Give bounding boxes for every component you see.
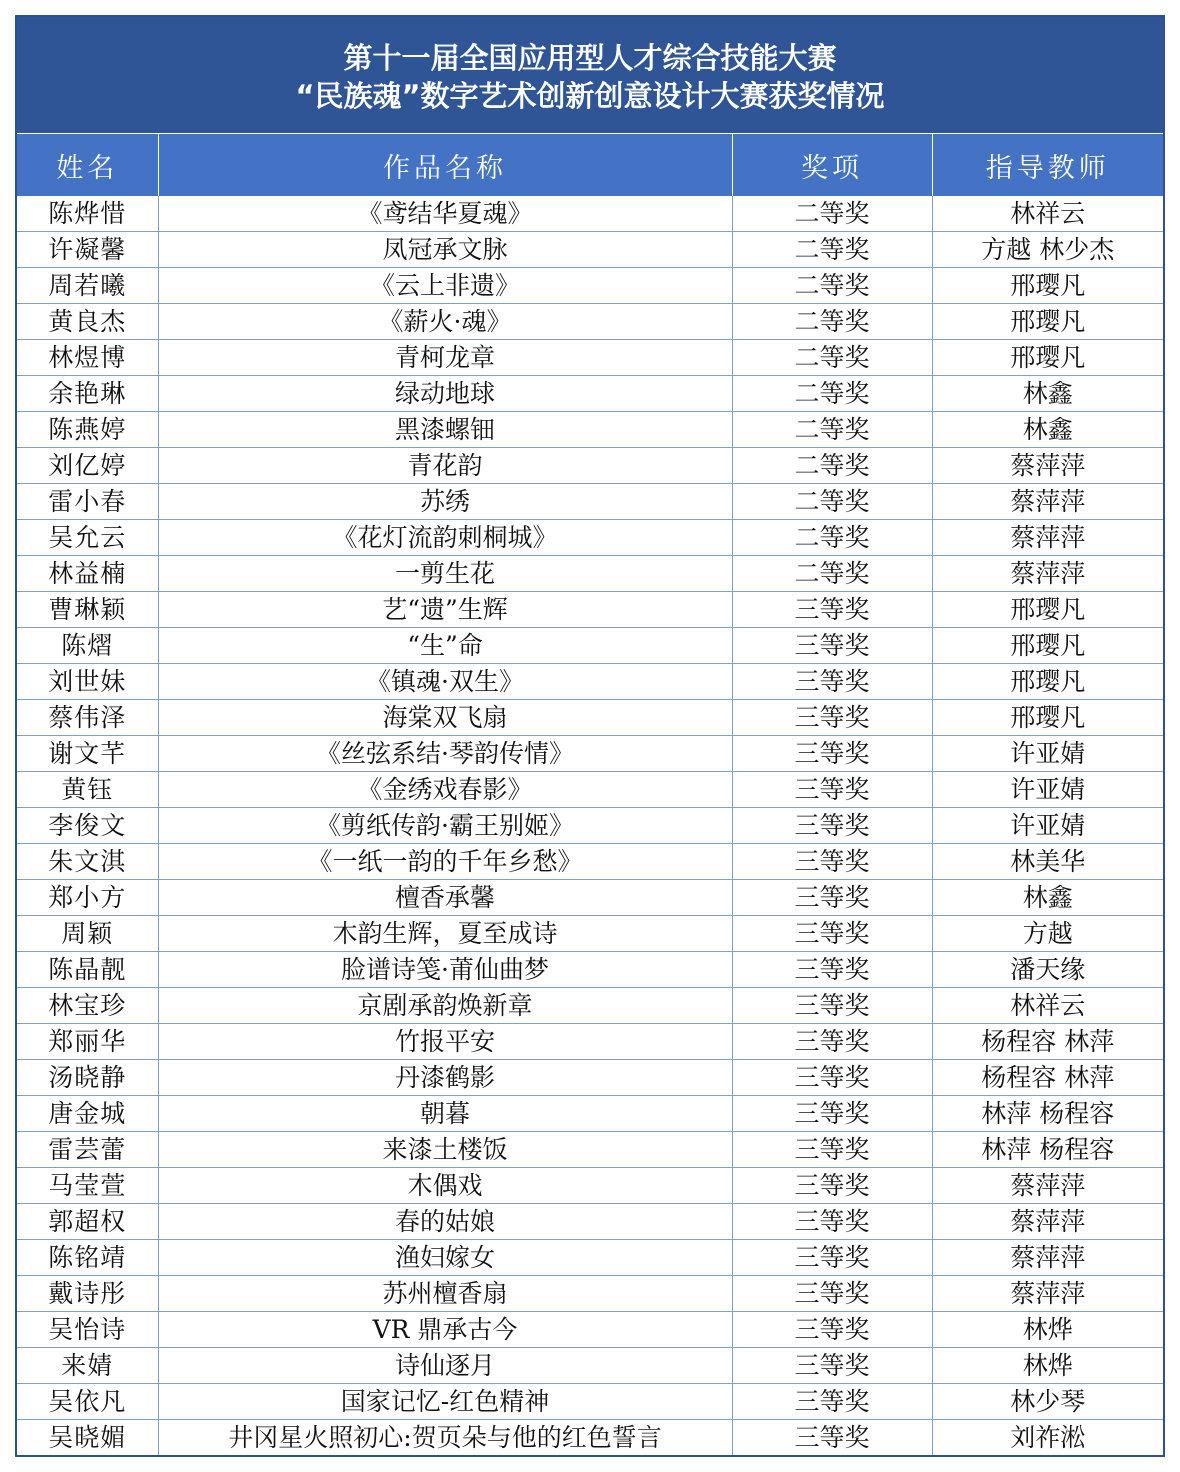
cell-award: 二等奖 [732,412,932,448]
cell-award: 三等奖 [732,1312,932,1348]
table-row [17,556,1163,592]
cell-work-title: 绿动地球 [158,376,732,412]
cell-name: 陈晶靓 [17,952,158,988]
cell-award: 三等奖 [732,1276,932,1312]
cell-name: 雷芸蕾 [17,1132,158,1168]
cell-work-title: 《花灯流韵刺桐城》 [158,520,732,556]
cell-work-title: 《丝弦系结·琴韵传情》 [158,736,732,772]
cell-award: 二等奖 [732,268,932,304]
cell-award: 三等奖 [732,916,932,952]
cell-name: 汤晓静 [17,1060,158,1096]
cell-award: 三等奖 [732,736,932,772]
cell-award: 三等奖 [732,1204,932,1240]
cell-award: 三等奖 [732,1348,932,1384]
cell-work-title: 苏绣 [158,484,732,520]
cell-award: 三等奖 [732,628,932,664]
cell-teacher: 蔡萍萍 [932,1240,1163,1276]
table-row [17,1168,1163,1204]
table-body [17,196,1163,1455]
table-row [17,916,1163,952]
table-row [17,1024,1163,1060]
cell-award: 二等奖 [732,304,932,340]
table-row [17,952,1163,988]
table-row [17,412,1163,448]
cell-work-title: 檀香承馨 [158,880,732,916]
cell-teacher: 林少琴 [932,1384,1163,1420]
cell-teacher: 蔡萍萍 [932,484,1163,520]
table-row [17,700,1163,736]
cell-award: 三等奖 [732,664,932,700]
cell-name: 郭超权 [17,1204,158,1240]
table-row [17,772,1163,808]
cell-teacher: 林烨 [932,1312,1163,1348]
table-row [17,628,1163,664]
cell-work-title: 《一纸一韵的千年乡愁》 [158,844,732,880]
cell-work-title: 京剧承韵焕新章 [158,988,732,1024]
award-table-sheet [15,15,1165,1457]
cell-name: 林煜博 [17,340,158,376]
cell-work-title: 国家记忆-红色精神 [158,1384,732,1420]
table-row [17,592,1163,628]
cell-award: 三等奖 [732,844,932,880]
table-row [17,1384,1163,1420]
cell-name: 陈烨惜 [17,196,158,232]
cell-award: 三等奖 [732,952,932,988]
cell-work-title: 一剪生花 [158,556,732,592]
cell-work-title: 艺“遗”生辉 [158,592,732,628]
cell-award: 三等奖 [732,808,932,844]
title-line-1: 第十一届全国应用型人才综合技能大赛 [343,41,837,75]
cell-name: 谢文芊 [17,736,158,772]
cell-award: 二等奖 [732,556,932,592]
cell-work-title: 《镇魂·双生》 [158,664,732,700]
cell-award: 三等奖 [732,592,932,628]
cell-work-title: 渔妇嫁女 [158,1240,732,1276]
cell-teacher: 林萍 杨程容 [932,1096,1163,1132]
cell-work-title: 春的姑娘 [158,1204,732,1240]
cell-work-title: 井冈星火照初心:贺页朵与他的红色誓言 [158,1420,732,1456]
table-row [17,232,1163,268]
cell-teacher: 方越 林少杰 [932,232,1163,268]
table-row [17,268,1163,304]
table-row [17,340,1163,376]
cell-name: 李俊文 [17,808,158,844]
cell-teacher: 刘祚淞 [1010,1423,1086,1452]
cell-teacher: 蔡萍萍 [932,520,1163,556]
table-row [17,304,1163,340]
cell-work-title: 黑漆螺钿 [158,412,732,448]
cell-work-title: 朝暮 [158,1096,732,1132]
cell-name: 陈熠 [17,628,158,664]
cell-teacher: 方越 [932,916,1163,952]
cell-work-title: 青花韵 [158,448,732,484]
header-work: 作品名称 [158,134,732,196]
table-row [17,1348,1163,1384]
table-row [17,1420,1163,1456]
cell-name: 陈燕婷 [17,412,158,448]
cell-award: 三等奖 [732,1024,932,1060]
cell-work-title: 《薪火·魂》 [158,304,732,340]
cell-name: 郑丽华 [17,1024,158,1060]
cell-award: 三等奖 [732,1132,932,1168]
cell-work-title: 《剪纸传韵·霸王别姬》 [158,808,732,844]
cell-teacher: 林烨 [932,1348,1163,1384]
award-table [17,134,1163,1455]
table-row [17,376,1163,412]
cell-name: 吴晓媚 [17,1420,158,1456]
cell-teacher: 邢璎凡 [932,268,1163,304]
table-row [17,520,1163,556]
cell-teacher: 邢璎凡 [932,700,1163,736]
cell-teacher: 林鑫 [932,376,1163,412]
cell-award: 三等奖 [732,700,932,736]
cell-teacher: 邢璎凡 [932,628,1163,664]
cell-name: 唐金城 [17,1096,158,1132]
cell-name: 曹琳颖 [17,592,158,628]
cell-teacher: 林萍 杨程容 [932,1132,1163,1168]
cell-work-title: 《金绣戏春影》 [158,772,732,808]
table-row [17,808,1163,844]
cell-name: 林宝珍 [17,988,158,1024]
cell-work-title: 《鸢结华夏魂》 [158,196,732,232]
table-row [17,1096,1163,1132]
table-row [17,448,1163,484]
cell-name: 林益楠 [17,556,158,592]
cell-name: 马莹萱 [17,1168,158,1204]
cell-name: 郑小方 [17,880,158,916]
cell-teacher: 邢璎凡 [932,340,1163,376]
cell-work-title: VR 鼎承古今 [158,1312,732,1348]
cell-teacher: 蔡萍萍 [932,1168,1163,1204]
cell-work-title: 青柯龙章 [158,340,732,376]
table-row [17,484,1163,520]
cell-teacher: 林美华 [932,844,1163,880]
cell-teacher: 杨程容 林萍 [932,1024,1163,1060]
cell-name: 刘亿婷 [17,448,158,484]
table-row [17,880,1163,916]
cell-name: 余艳琳 [17,376,158,412]
cell-work-title: 竹报平安 [158,1024,732,1060]
cell-teacher: 林祥云 [932,988,1163,1024]
cell-award: 三等奖 [732,880,932,916]
table-row [17,988,1163,1024]
cell-name: 刘世妹 [17,664,158,700]
cell-name: 许凝馨 [17,232,158,268]
table-row [17,1240,1163,1276]
table-row [17,1204,1163,1240]
cell-teacher: 林鑫 [932,412,1163,448]
cell-work-title: 脸谱诗笺·莆仙曲梦 [158,952,732,988]
cell-work-title: 木韵生辉，夏至成诗 [158,916,732,952]
cell-award: 三等奖 [732,1168,932,1204]
cell-name: 吴允云 [17,520,158,556]
table-row [17,196,1163,232]
table-row [17,1060,1163,1096]
cell-teacher: 杨程容 林萍 [932,1060,1163,1096]
header-row [17,134,1163,196]
cell-award: 二等奖 [732,520,932,556]
table-row [17,736,1163,772]
cell-award: 二等奖 [732,196,932,232]
cell-award: 二等奖 [732,340,932,376]
cell-work-title: 苏州檀香扇 [158,1276,732,1312]
cell-name: 吴依凡 [17,1384,158,1420]
cell-teacher: 邢璎凡 [932,664,1163,700]
cell-work-title: 丹漆鹤影 [158,1060,732,1096]
cell-name: 周若曦 [17,268,158,304]
cell-award: 三等奖 [732,1060,932,1096]
cell-award: 三等奖 [732,988,932,1024]
cell-award: 三等奖 [732,1240,932,1276]
cell-name: 周颖 [17,916,158,952]
cell-name: 戴诗彤 [17,1276,158,1312]
cell-teacher: 蔡萍萍 [932,448,1163,484]
table-title [17,17,1163,134]
cell-teacher: 蔡萍萍 [932,1276,1163,1312]
header-name: 姓名 [17,134,158,196]
cell-teacher: 潘天缘 [932,952,1163,988]
cell-award: 三等奖 [732,1384,932,1420]
cell-work-title: 诗仙逐月 [158,1348,732,1384]
table-row [17,1312,1163,1348]
cell-work-title: 凤冠承文脉 [158,232,732,268]
cell-teacher: 林祥云 [932,196,1163,232]
cell-award: 二等奖 [732,448,932,484]
table-row [17,664,1163,700]
cell-teacher: 邢璎凡 [932,592,1163,628]
cell-award: 二等奖 [732,484,932,520]
cell-award: 二等奖 [732,376,932,412]
cell-teacher: 许亚婧 [932,808,1163,844]
header-teacher: 指导教师 [932,134,1163,196]
cell-name: 黄钰 [17,772,158,808]
cell-name: 雷小春 [17,484,158,520]
header-award: 奖项 [732,134,932,196]
cell-award: 三等奖 [732,1420,932,1456]
cell-teacher: 蔡萍萍 [932,556,1163,592]
cell-name: 来婧 [17,1348,158,1384]
cell-work-title: 木偶戏 [158,1168,732,1204]
cell-teacher: 许亚婧 [932,772,1163,808]
cell-award: 二等奖 [732,232,932,268]
table-row [17,1276,1163,1312]
cell-name: 陈铭靖 [17,1240,158,1276]
cell-name: 吴怡诗 [17,1312,158,1348]
title-line-2: “民族魂”数字艺术创新创意设计大赛获奖情况 [295,79,885,113]
cell-award: 三等奖 [732,1096,932,1132]
cell-teacher: 林鑫 [932,880,1163,916]
table-row [17,844,1163,880]
cell-name: 黄良杰 [17,304,158,340]
cell-name: 蔡伟泽 [17,700,158,736]
cell-work-title: 来漆土楼饭 [158,1132,732,1168]
cell-teacher: 许亚婧 [932,736,1163,772]
cell-teacher: 蔡萍萍 [932,1204,1163,1240]
cell-work-title: “生”命 [158,628,732,664]
cell-name: 朱文淇 [17,844,158,880]
cell-work-title: 海棠双飞扇 [158,700,732,736]
cell-work-title: 《云上非遗》 [158,268,732,304]
cell-teacher: 邢璎凡 [932,304,1163,340]
table-row [17,1132,1163,1168]
cell-award: 三等奖 [732,772,932,808]
